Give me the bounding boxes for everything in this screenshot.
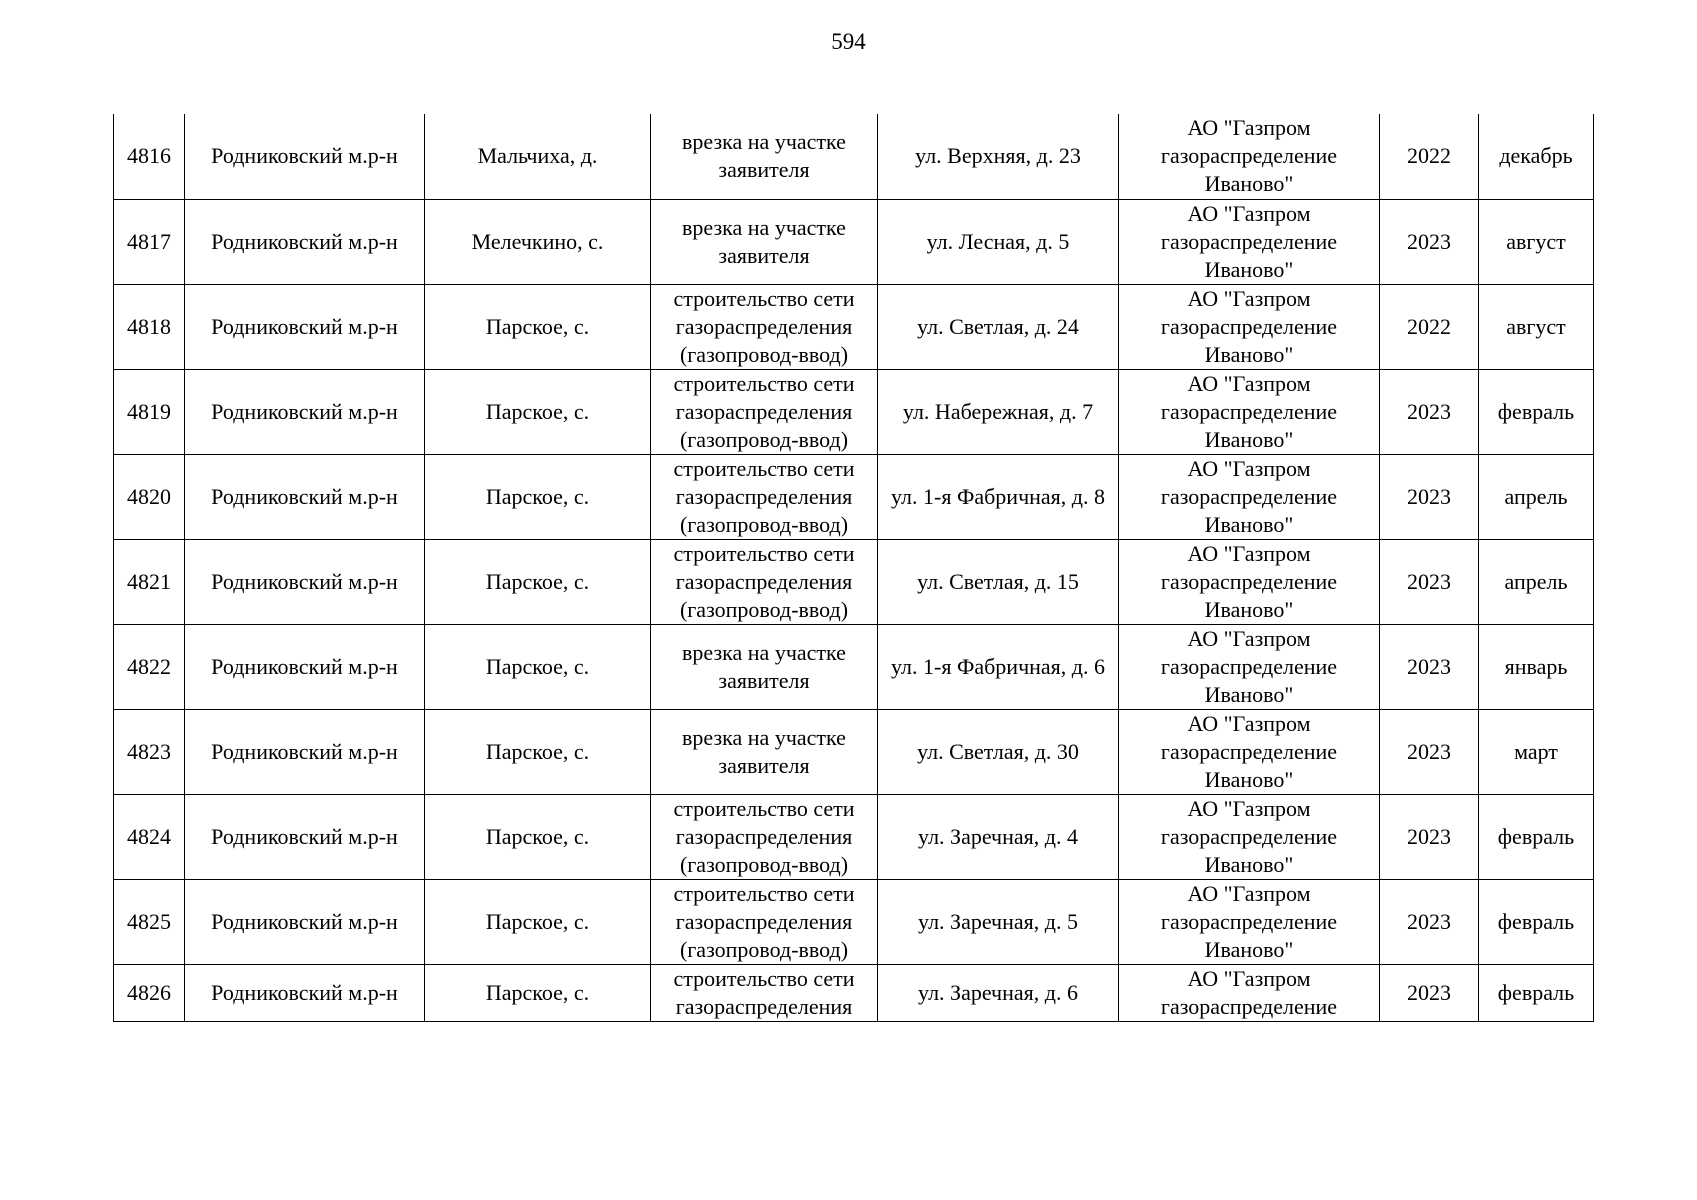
year-cell-text: 2023 [1407, 228, 1451, 254]
month-cell-text: апрель [1504, 483, 1568, 509]
district-cell [185, 454, 425, 539]
year-cell [1380, 794, 1479, 879]
address-cell-text: ул. Светлая, д. 30 [917, 738, 1079, 764]
table-row [114, 369, 1594, 454]
year-cell [1380, 539, 1479, 624]
district-cell-text: Родниковский м.р-н [211, 653, 398, 679]
year-cell [1380, 879, 1479, 964]
month-cell [1479, 709, 1594, 794]
district-cell-text: Родниковский м.р-н [211, 143, 398, 169]
row-number-cell-text: 4824 [127, 823, 171, 849]
row-number-cell [114, 114, 185, 199]
year-cell [1380, 624, 1479, 709]
organization-cell [1119, 624, 1380, 709]
work-type-cell [651, 539, 878, 624]
organization-cell-text: АО "Газпром газораспределение Иваново" [1160, 370, 1338, 452]
year-cell-text: 2023 [1407, 483, 1451, 509]
row-number-cell [114, 964, 185, 1021]
row-number-cell-text: 4823 [127, 738, 171, 764]
district-cell [185, 114, 425, 199]
year-cell [1380, 199, 1479, 284]
page-number: 594 [831, 29, 866, 54]
year-cell-text: 2022 [1407, 313, 1451, 339]
month-cell-text: декабрь [1499, 143, 1573, 169]
month-cell-text: февраль [1497, 823, 1575, 849]
row-number-cell-text: 4820 [127, 483, 171, 509]
address-cell-text: ул. Светлая, д. 24 [917, 313, 1079, 339]
address-cell [878, 624, 1119, 709]
row-number-cell-text: 4826 [127, 979, 171, 1005]
district-cell-text: Родниковский м.р-н [211, 908, 398, 934]
table-row [114, 454, 1594, 539]
year-cell [1380, 284, 1479, 369]
locality-cell-text: Парское, с. [485, 313, 590, 339]
work-type-cell [651, 369, 878, 454]
address-cell [878, 964, 1119, 1021]
month-cell-text: февраль [1497, 398, 1575, 424]
work-type-cell-text: врезка на участке заявителя [682, 639, 846, 693]
month-cell-text: август [1506, 313, 1566, 339]
month-cell [1479, 794, 1594, 879]
organization-cell-text: АО "Газпром газораспределение [1160, 965, 1338, 1019]
address-cell [878, 879, 1119, 964]
organization-cell-text: АО "Газпром газораспределение Иваново" [1160, 200, 1338, 282]
work-type-cell-text: строительство сети газораспределения (газопровод-ввод) [673, 370, 855, 452]
work-type-cell [651, 284, 878, 369]
district-cell-text: Родниковский м.р-н [211, 313, 398, 339]
gasification-table [113, 114, 1594, 1022]
work-type-cell-text: врезка на участке заявителя [682, 129, 846, 183]
year-cell [1380, 964, 1479, 1021]
row-number-cell [114, 794, 185, 879]
year-cell-text: 2023 [1407, 738, 1451, 764]
table-row [114, 794, 1594, 879]
district-cell [185, 709, 425, 794]
work-type-cell [651, 454, 878, 539]
work-type-cell-text: строительство сети газораспределения (газопровод-ввод) [673, 795, 855, 877]
row-number-cell-text: 4817 [127, 228, 171, 254]
month-cell [1479, 539, 1594, 624]
locality-cell-text: Мальчиха, д. [477, 143, 598, 169]
locality-cell-text: Парское, с. [485, 398, 590, 424]
district-cell-text: Родниковский м.р-н [211, 823, 398, 849]
table-row [114, 199, 1594, 284]
locality-cell [425, 454, 651, 539]
locality-cell-text: Парское, с. [485, 823, 590, 849]
table-row [114, 624, 1594, 709]
locality-cell [425, 964, 651, 1021]
locality-cell [425, 114, 651, 199]
row-number-cell-text: 4818 [127, 313, 171, 339]
organization-cell-text: АО "Газпром газораспределение Иваново" [1160, 795, 1338, 877]
year-cell [1380, 709, 1479, 794]
year-cell-text: 2023 [1407, 979, 1451, 1005]
work-type-cell-text: врезка на участке заявителя [682, 724, 846, 778]
address-cell [878, 284, 1119, 369]
locality-cell [425, 794, 651, 879]
district-cell-text: Родниковский м.р-н [211, 738, 398, 764]
locality-cell [425, 709, 651, 794]
address-cell-text: ул. 1-я Фабричная, д. 8 [891, 483, 1105, 509]
work-type-cell-text: строительство сети газораспределения (газопровод-ввод) [673, 880, 855, 962]
organization-cell [1119, 199, 1380, 284]
table-row [114, 879, 1594, 964]
locality-cell-text: Парское, с. [485, 568, 590, 594]
month-cell [1479, 454, 1594, 539]
locality-cell [425, 369, 651, 454]
locality-cell-text: Мелечкино, с. [471, 228, 604, 254]
organization-cell-text: АО "Газпром газораспределение Иваново" [1160, 285, 1338, 367]
row-number-cell-text: 4825 [127, 908, 171, 934]
address-cell [878, 539, 1119, 624]
organization-cell [1119, 964, 1380, 1021]
year-cell-text: 2023 [1407, 653, 1451, 679]
row-number-cell-text: 4819 [127, 398, 171, 424]
year-cell-text: 2023 [1407, 398, 1451, 424]
month-cell [1479, 624, 1594, 709]
locality-cell-text: Парское, с. [485, 908, 590, 934]
row-number-cell [114, 624, 185, 709]
district-cell [185, 794, 425, 879]
row-number-cell [114, 199, 185, 284]
locality-cell [425, 879, 651, 964]
organization-cell [1119, 794, 1380, 879]
month-cell [1479, 199, 1594, 284]
district-cell [185, 284, 425, 369]
address-cell-text: ул. Верхняя, д. 23 [915, 143, 1081, 169]
month-cell [1479, 964, 1594, 1021]
organization-cell [1119, 454, 1380, 539]
month-cell-text: февраль [1497, 979, 1575, 1005]
organization-cell [1119, 114, 1380, 199]
locality-cell-text: Парское, с. [485, 483, 590, 509]
work-type-cell-text: строительство сети газораспределения (газопровод-ввод) [673, 455, 855, 537]
work-type-cell-text: строительство сети газораспределения (газопровод-ввод) [673, 540, 855, 622]
district-cell [185, 624, 425, 709]
year-cell [1380, 114, 1479, 199]
district-cell [185, 964, 425, 1021]
work-type-cell [651, 624, 878, 709]
table-row [114, 709, 1594, 794]
table-row [114, 114, 1594, 199]
organization-cell [1119, 539, 1380, 624]
month-cell-text: январь [1504, 653, 1568, 679]
table-row [114, 284, 1594, 369]
address-cell [878, 709, 1119, 794]
row-number-cell [114, 369, 185, 454]
address-cell-text: ул. Лесная, д. 5 [926, 228, 1070, 254]
work-type-cell [651, 794, 878, 879]
work-type-cell [651, 964, 878, 1021]
row-number-cell [114, 539, 185, 624]
row-number-cell [114, 709, 185, 794]
month-cell-text: февраль [1497, 908, 1575, 934]
year-cell-text: 2022 [1407, 143, 1451, 169]
month-cell [1479, 284, 1594, 369]
district-cell [185, 879, 425, 964]
row-number-cell [114, 454, 185, 539]
month-cell-text: апрель [1504, 568, 1568, 594]
month-cell-text: март [1514, 738, 1558, 764]
district-cell-text: Родниковский м.р-н [211, 228, 398, 254]
district-cell-text: Родниковский м.р-н [211, 568, 398, 594]
address-cell-text: ул. Заречная, д. 5 [918, 908, 1078, 934]
organization-cell-text: АО "Газпром газораспределение Иваново" [1160, 710, 1338, 792]
locality-cell-text: Парское, с. [485, 653, 590, 679]
district-cell-text: Родниковский м.р-н [211, 398, 398, 424]
month-cell-text: август [1506, 228, 1566, 254]
address-cell [878, 199, 1119, 284]
row-number-cell-text: 4822 [127, 653, 171, 679]
address-cell [878, 454, 1119, 539]
district-cell [185, 199, 425, 284]
address-cell [878, 114, 1119, 199]
locality-cell [425, 199, 651, 284]
district-cell [185, 539, 425, 624]
work-type-cell [651, 879, 878, 964]
address-cell [878, 794, 1119, 879]
locality-cell [425, 539, 651, 624]
work-type-cell-text: строительство сети газораспределения (газопровод-ввод) [673, 285, 855, 367]
year-cell [1380, 454, 1479, 539]
organization-cell-text: АО "Газпром газораспределение Иваново" [1160, 540, 1338, 622]
month-cell [1479, 879, 1594, 964]
row-number-cell-text: 4816 [127, 143, 171, 169]
locality-cell-text: Парское, с. [485, 979, 590, 1005]
locality-cell-text: Парское, с. [485, 738, 590, 764]
organization-cell-text: АО "Газпром газораспределение Иваново" [1160, 115, 1338, 197]
year-cell-text: 2023 [1407, 568, 1451, 594]
organization-cell-text: АО "Газпром газораспределение Иваново" [1160, 880, 1338, 962]
district-cell-text: Родниковский м.р-н [211, 979, 398, 1005]
organization-cell-text: АО "Газпром газораспределение Иваново" [1160, 625, 1338, 707]
organization-cell [1119, 369, 1380, 454]
address-cell-text: ул. 1-я Фабричная, д. 6 [891, 653, 1105, 679]
district-cell [185, 369, 425, 454]
locality-cell [425, 284, 651, 369]
address-cell [878, 369, 1119, 454]
organization-cell-text: АО "Газпром газораспределение Иваново" [1160, 455, 1338, 537]
locality-cell [425, 624, 651, 709]
work-type-cell [651, 199, 878, 284]
month-cell [1479, 114, 1594, 199]
row-number-cell [114, 879, 185, 964]
table-row [114, 539, 1594, 624]
work-type-cell [651, 114, 878, 199]
address-cell-text: ул. Заречная, д. 6 [918, 979, 1078, 1005]
address-cell-text: ул. Набережная, д. 7 [902, 398, 1094, 424]
table-row [114, 964, 1594, 1021]
month-cell [1479, 369, 1594, 454]
row-number-cell-text: 4821 [127, 568, 171, 594]
year-cell-text: 2023 [1407, 908, 1451, 934]
row-number-cell [114, 284, 185, 369]
district-cell-text: Родниковский м.р-н [211, 483, 398, 509]
address-cell-text: ул. Светлая, д. 15 [917, 568, 1079, 594]
year-cell-text: 2023 [1407, 823, 1451, 849]
work-type-cell [651, 709, 878, 794]
organization-cell [1119, 284, 1380, 369]
work-type-cell-text: врезка на участке заявителя [682, 214, 846, 268]
organization-cell [1119, 709, 1380, 794]
year-cell [1380, 369, 1479, 454]
address-cell-text: ул. Заречная, д. 4 [918, 823, 1078, 849]
work-type-cell-text: строительство сети газораспределения [673, 965, 855, 1019]
table-body [114, 114, 1594, 1021]
organization-cell [1119, 879, 1380, 964]
